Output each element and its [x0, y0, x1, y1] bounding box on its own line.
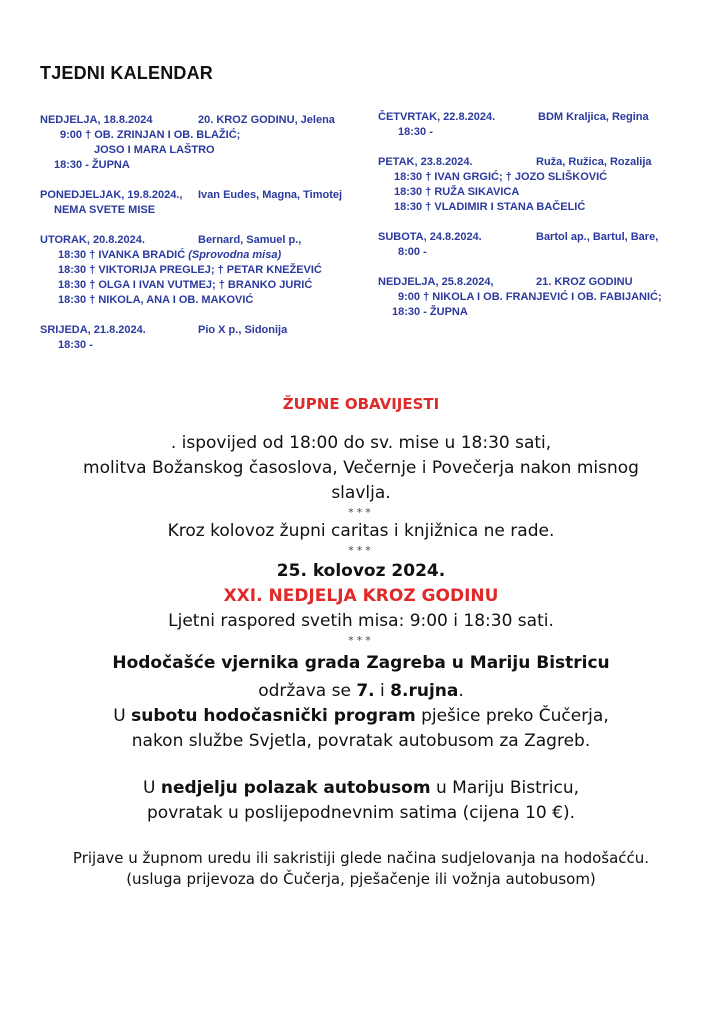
mass-line: 18:30 † OLGA I IVAN VUTMEJ; † BRANKO JURIĆ [58, 279, 313, 291]
funeral-note: (Sprovodna misa) [188, 249, 282, 261]
pilgrimage-saturday-return: nakon službe Svjetla, povratak autobusom za Zagreb. [131, 731, 591, 751]
mass-line: 18:30 † VLADIMIR I STANA BAČELIĆ [394, 201, 586, 213]
notice-sunday-title: XXI. NEDJELJA KROZ GODINU [223, 586, 499, 606]
registration-note: Prijave u župnom uredu ili sakristiji glede načina sudjelovanja na hodošaćću. (usluga prijevoza do Čučerja, pješačenje ili vožnja autobusom) [72, 849, 650, 888]
saint-label: BDM Kraljica, Regina [538, 111, 649, 123]
day-entry-srijeda [40, 323, 370, 353]
mass-line: 18:30 † RUŽA SIKAVICA [394, 186, 520, 198]
separator: *** [348, 506, 374, 519]
day-label: UTORAK, 20.8.2024. [40, 234, 145, 246]
day-entry-ponedjeljak [40, 188, 370, 218]
calendar-left-column [40, 113, 370, 353]
calendar-title: TJEDNI KALENDAR [40, 63, 214, 83]
separator: *** [348, 544, 374, 557]
day-entry-cetvrtak [378, 110, 698, 140]
mass-line: 18:30 † VIKTORIJA PREGLEJ; † PETAR KNEŽEVIĆ [58, 264, 322, 276]
saint-label: Ruža, Ružica, Rozalija [536, 156, 652, 168]
mass-line: JOSO I MARA LAŠTRO [94, 144, 215, 156]
day-entry-nedjelja-25 [378, 275, 698, 320]
mass-line: 18:30 † IVAN GRGIĆ; † JOZO SLIŠKOVIĆ [394, 171, 608, 183]
mass-line: 18:30 - [398, 126, 433, 138]
mass-line: 18:30 † NIKOLA, ANA I OB. MAKOVIĆ [58, 294, 254, 306]
mass-line: 8:00 - [398, 246, 427, 258]
saint-label: Bartol ap., Bartul, Bare, [536, 231, 659, 243]
day-label: PETAK, 23.8.2024. [378, 156, 473, 168]
notice-confession: . ispovijed od 18:00 do sv. mise u 18:30 sati, molitva Božanskog časoslova, Večernje i Povečerja nakon misnog slavlja. [83, 433, 639, 503]
pilgrimage-saturday: U subotu hodočasnički program pješice preko Čučerja, [113, 706, 609, 726]
day-label: NEDJELJA, 18.8.2024 [40, 114, 153, 126]
parish-notices [0, 395, 722, 890]
notices-heading: ŽUPNE OBAVIJESTI [282, 395, 440, 413]
day-label: ČETVRTAK, 22.8.2024. [378, 111, 496, 123]
separator: *** [348, 634, 374, 647]
saint-label: Bernard, Samuel p., [198, 234, 302, 246]
day-label: NEDJELJA, 25.8.2024, [378, 276, 494, 288]
mass-line: 18:30 - [58, 339, 93, 351]
saint-label: 21. KROZ GODINU [536, 276, 633, 288]
saint-label: Pio X p., Sidonija [198, 324, 288, 336]
day-entry-utorak [40, 233, 370, 308]
day-label: SRIJEDA, 21.8.2024. [40, 324, 146, 336]
notice-caritas: Kroz kolovoz župni caritas i knjižnica ne rade. [167, 521, 555, 541]
mass-line: 18:30 - ŽUPNA [54, 159, 130, 171]
pilgrimage-dates: održava se 7. i 8.rujna. [258, 681, 464, 701]
mass-line: 9:00 † NIKOLA I OB. FRANJEVIĆ I OB. FABIJANIĆ; [398, 291, 662, 303]
mass-line: 18:30 - ŽUPNA [392, 306, 468, 318]
mass-line: 9:00 † OB. ZRINJAN I OB. BLAŽIĆ; [60, 129, 241, 141]
day-label: PONEDJELJAK, 19.8.2024., [40, 189, 183, 201]
day-entry-petak [378, 155, 698, 215]
mass-line: 18:30 † IVANKA BRADIĆ (Sprovodna misa) [58, 249, 282, 261]
saint-label: Ivan Eudes, Magna, Timotej [198, 189, 343, 201]
calendar-right-column [378, 110, 698, 320]
pilgrimage-sunday: U nedjelju polazak autobusom u Mariju Bistricu, [142, 778, 580, 798]
notice-schedule: Ljetni raspored svetih misa: 9:00 i 18:30 sati. [168, 611, 554, 631]
day-label: SUBOTA, 24.8.2024. [378, 231, 482, 243]
saint-label: 20. KROZ GODINU, Jelena [198, 114, 335, 126]
pilgrimage-title: Hodočašće vjernika grada Zagreba u Mariju Bistricu [112, 653, 610, 673]
notice-date: 25. kolovoz 2024. [276, 561, 446, 581]
day-entry-nedjelja-18 [40, 113, 370, 173]
day-entry-subota [378, 230, 698, 260]
mass-line: NEMA SVETE MISE [54, 204, 156, 216]
pilgrimage-sunday-return: povratak u poslijepodnevnim satima (cijena 10 €). [147, 803, 575, 823]
